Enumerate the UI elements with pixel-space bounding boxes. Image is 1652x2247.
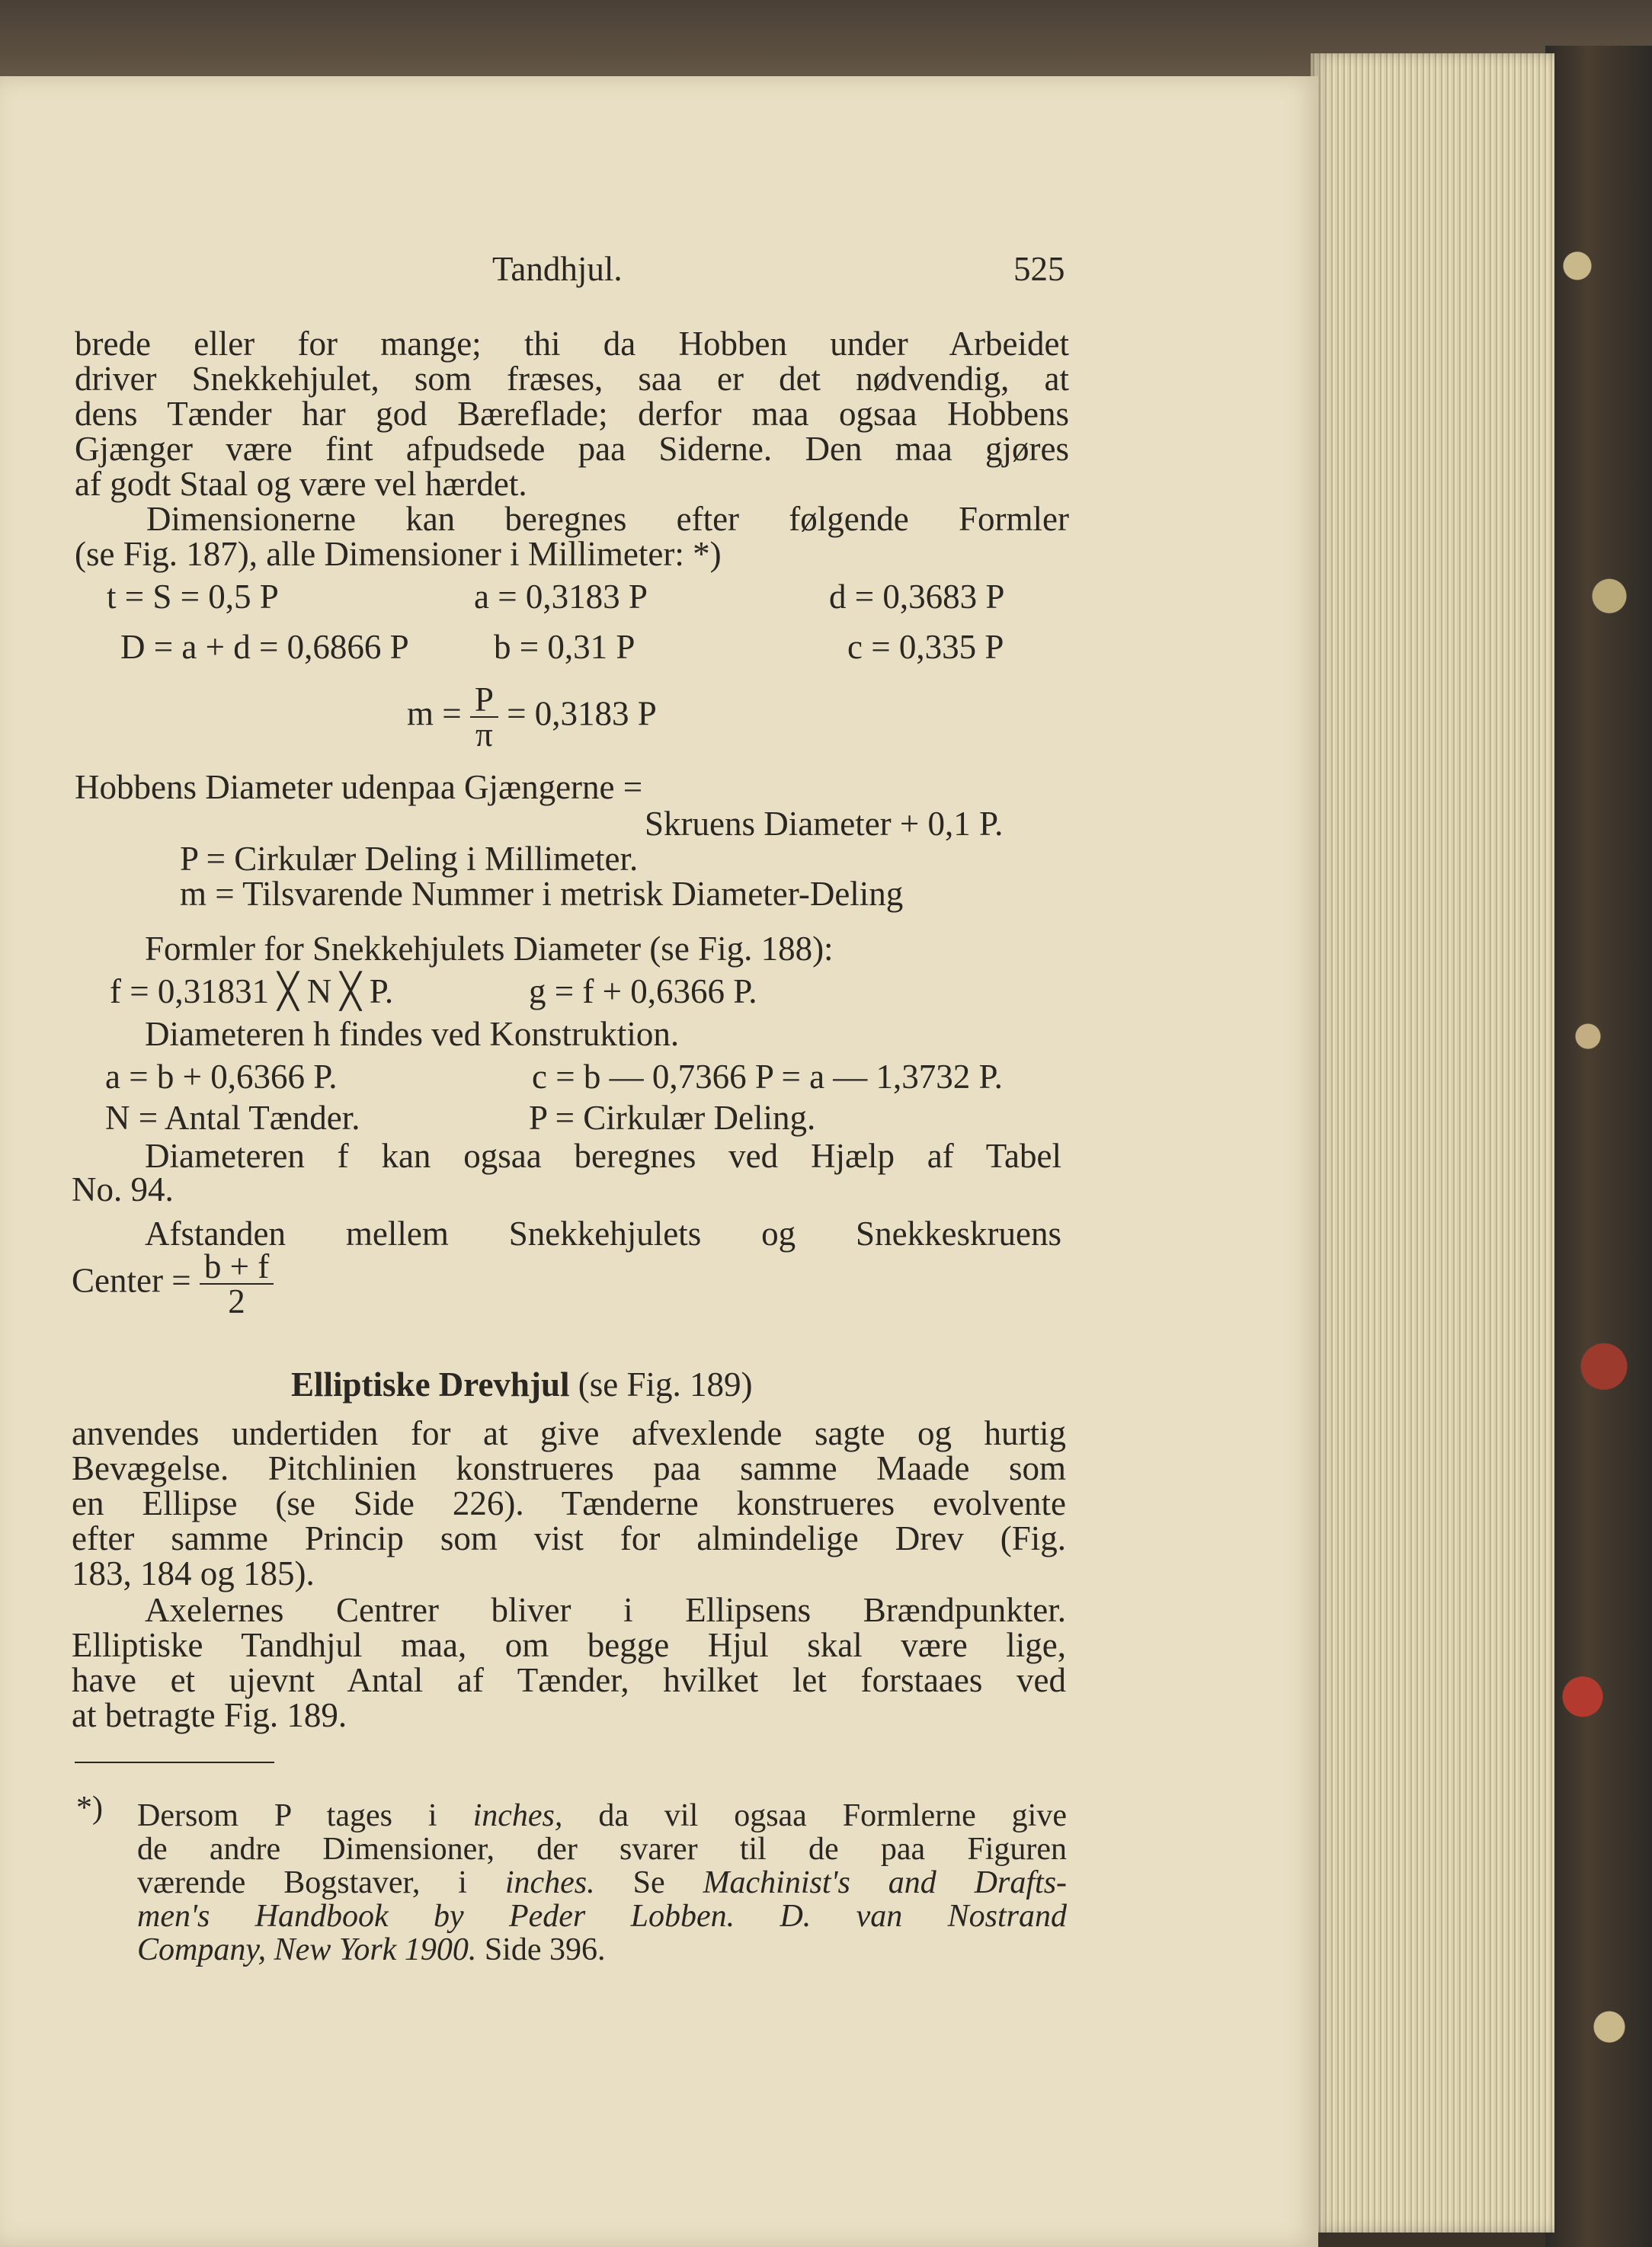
paragraph-line: have et ujevnt Antal af Tænder, hvilket let forstaaes ved — [72, 1661, 1066, 1699]
running-title: Tandhjul. — [492, 250, 623, 288]
footnote-italic: inches. — [504, 1865, 595, 1900]
page-number: 525 — [1013, 250, 1065, 288]
formula-m-left: m = — [407, 694, 462, 733]
formula-N: N = Antal Tænder. — [105, 1099, 360, 1137]
paragraph-line: Diameteren f kan ogsaa beregnes ved Hjælp af Tabel — [145, 1137, 1061, 1175]
fraction — [470, 680, 498, 754]
fraction — [200, 1247, 274, 1320]
paragraph-line: Formler for Snekkehjulets Diameter (se Fig. 188): — [145, 930, 834, 968]
paragraph-line: Diameteren h findes ved Konstruktion. — [145, 1015, 680, 1053]
formula-g: g = f + 0,6366 P. — [529, 972, 757, 1010]
formula-m-right: = 0,3183 P — [507, 694, 657, 733]
paragraph-line: No. 94. — [72, 1170, 174, 1208]
formula-P: P = Cirkulær Deling. — [529, 1099, 816, 1137]
formula-a: a = 0,3183 P — [474, 578, 648, 616]
fraction-numerator: b + f — [200, 1250, 274, 1285]
formula-t: t = S = 0,5 P — [107, 578, 279, 616]
footnote-line — [137, 1865, 1067, 1900]
section-heading-title: Elliptiske Drevhjul — [291, 1365, 570, 1404]
footnote-text: Dersom P tages i — [137, 1798, 437, 1833]
paragraph-line: Elliptiske Tandhjul maa, om begge Hjul skal være lige, — [72, 1626, 1066, 1664]
formula-f: f = 0,31831 ╳ N ╳ P. — [110, 972, 394, 1010]
formula-c: c = 0,335 P — [847, 628, 1004, 666]
fraction-numerator: P — [470, 683, 498, 718]
paragraph-line: (se Fig. 187), alle Dimensioner i Millimeter: *) — [75, 535, 722, 573]
section-heading-ref: (se Fig. 189) — [578, 1365, 753, 1404]
paragraph-line: P = Cirkulær Deling i Millimeter. — [180, 840, 639, 878]
paragraph-line: driver Snekkehjulet, som fræses, saa er det nødvendig, at — [75, 360, 1069, 398]
paragraph-line: m = Tilsvarende Nummer i metrisk Diameter-Deling — [180, 875, 904, 913]
page-edges — [1311, 53, 1554, 2233]
footnote-text: Se — [632, 1865, 665, 1900]
section-heading — [291, 1367, 752, 1402]
footnote-line: men's Handbook by Peder Lobben. D. van Nostrand — [137, 1899, 1067, 1934]
fraction-denominator: π — [475, 715, 493, 754]
paragraph-line: dens Tænder har god Bæreflade; derfor maa ogsaa Hobbens — [75, 395, 1069, 433]
footnote-mark: *) — [76, 1791, 103, 1826]
paragraph-line: at betragte Fig. 189. — [72, 1696, 347, 1734]
footnote-italic: Machinist's and Drafts- — [703, 1865, 1068, 1900]
paragraph-line: Bevægelse. Pitchlinien konstrueres paa samme Maade som — [72, 1449, 1066, 1487]
paragraph-line: anvendes undertiden for at give afvexlende sagte og hurtig — [72, 1414, 1066, 1452]
footnote-italic: Company, New York 1900. — [137, 1932, 477, 1967]
paragraph-line: Hobbens Diameter udenpaa Gjængerne = — [75, 768, 643, 806]
center-label: Center = — [72, 1261, 191, 1300]
footnote-line — [137, 1932, 606, 1967]
footnote-rule — [75, 1762, 274, 1763]
formula-center — [72, 1247, 274, 1320]
paragraph-line: Dimensionerne kan beregnes efter følgende Formler — [146, 500, 1069, 538]
formula-b: b = 0,31 P — [494, 628, 636, 666]
paragraph-line: Axelernes Centrer bliver i Ellipsens Brændpunkter. — [145, 1591, 1066, 1629]
paragraph-line: brede eller for mange; thi da Hobben under Arbeidet — [75, 325, 1069, 363]
footnote-italic: inches, — [472, 1798, 563, 1833]
formula-a2: a = b + 0,6366 P. — [105, 1058, 338, 1096]
formula-c2: c = b — 0,7366 P = a — 1,3732 P. — [532, 1058, 1003, 1096]
formula-D: D = a + d = 0,6866 P — [120, 628, 409, 666]
footnote-text: værende Bogstaver, i — [137, 1865, 467, 1900]
paragraph-line: Skruens Diameter + 0,1 P. — [645, 805, 1004, 843]
paragraph-line: af godt Staal og være vel hærdet. — [75, 465, 527, 503]
marbled-cover-edge — [1545, 46, 1652, 2247]
paragraph-line: efter samme Princip som vist for almindelige Drev (Fig. — [72, 1519, 1066, 1557]
footnote-line: de andre Dimensioner, der svarer til de paa Figuren — [137, 1832, 1067, 1867]
footnote-text: Side 396. — [484, 1932, 606, 1967]
footnote-line — [137, 1798, 1067, 1833]
formula-d: d = 0,3683 P — [829, 578, 1005, 616]
paragraph-line: Gjænger være fint afpudsede paa Siderne. Den maa gjøres — [75, 430, 1069, 468]
formula-m — [407, 680, 657, 754]
fraction-denominator: 2 — [228, 1282, 245, 1320]
paragraph-line: en Ellipse (se Side 226). Tænderne konstrueres evolvente — [72, 1484, 1066, 1522]
footnote-text: da vil ogsaa Formlerne give — [598, 1798, 1067, 1833]
paragraph-line: 183, 184 og 185). — [72, 1554, 315, 1592]
paragraph-line: Afstanden mellem Snekkehjulets og Snekkeskruens — [145, 1215, 1061, 1253]
